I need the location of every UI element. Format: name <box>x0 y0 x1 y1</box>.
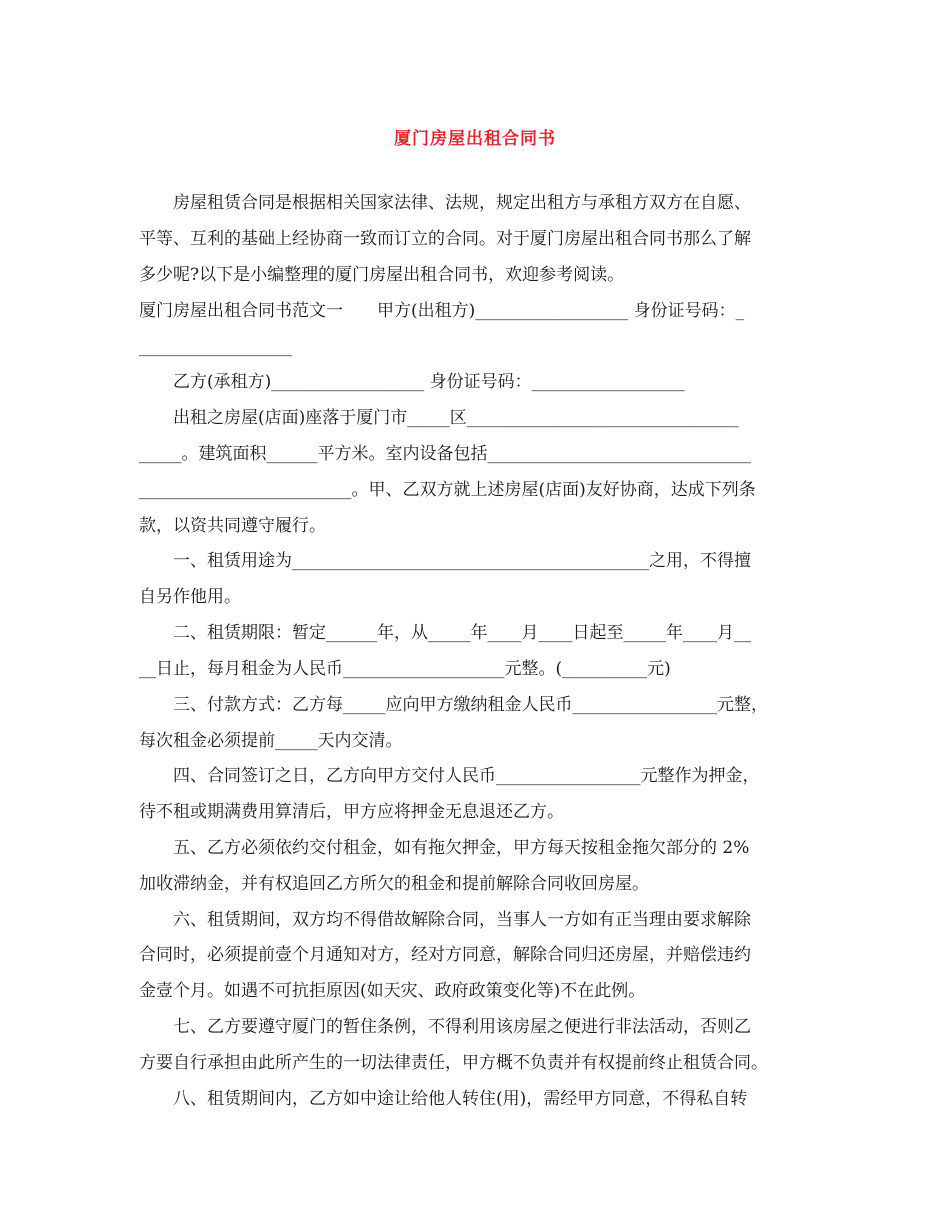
paragraph-line: 乙方(承租方)__________________ 身份证号码：__________________ <box>139 372 685 392</box>
paragraph-line: 金壹个月。如遇不可抗拒原因(如天灾、政府政策变化等)不在此例。 <box>139 981 646 1001</box>
paragraph-line: 多少呢?以下是小编整理的厦门房屋出租合同书，欢迎参考阅读。 <box>139 265 625 285</box>
paragraph-line: 合同时，必须提前壹个月通知对方，经对方同意，解除合同归还房屋，并赔偿违约 <box>139 945 751 965</box>
paragraph-line: _________________________。甲、乙双方就上述房屋(店面)友好协商，达成下列条 <box>139 480 756 500</box>
paragraph-line: 出租之房屋(店面)座落于厦门市_____区________________________________ <box>139 408 739 428</box>
paragraph-line: __________________ <box>139 337 292 357</box>
paragraph-line: 房屋租赁合同是根据相关国家法律、法规，规定出租方与承租方双方在自愿、 <box>139 193 751 213</box>
paragraph-line: 四、合同签订之日，乙方向甲方交付人民币_________________元整作为押金， <box>139 766 760 786</box>
paragraph-line: 加收滞纳金，并有权追回乙方所欠的租金和提前解除合同收回房屋。 <box>139 874 649 894</box>
paragraph-line: 六、租赁期间，双方均不得借故解除合同，当事人一方如有正当理由要求解除 <box>139 910 751 930</box>
paragraph-line: 二、租赁期限：暂定______年，从_____年____月____日起至_____年____月__ <box>139 623 751 643</box>
paragraph-line: 一、租赁用途为__________________________________________之用，不得擅 <box>139 551 751 571</box>
paragraph-line: __日止，每月租金为人民币___________________元整。(__________元) <box>139 659 671 679</box>
paragraph-line: 款，以资共同遵守履行。 <box>139 516 326 536</box>
paragraph-line: 待不租或期满费用算清后，甲方应将押金无息退还乙方。 <box>139 802 564 822</box>
paragraph-line: 八、租赁期间内，乙方如中途让给他人转住(用)，需经甲方同意，不得私自转 <box>139 1089 748 1109</box>
paragraph-line: 厦门房屋出租合同书范文一 甲方(出租方)__________________ 身份证号码：_ <box>139 301 745 321</box>
paragraph-line: 自另作他用。 <box>139 587 241 607</box>
paragraph-line: 七、乙方要遵守厦门的暂住条例，不得利用该房屋之便进行非法活动，否则乙 <box>139 1017 751 1037</box>
paragraph-line: 三、付款方式：乙方每_____应向甲方缴纳租金人民币_________________元整， <box>139 695 768 715</box>
paragraph-line: 方要自行承担由此所产生的一切法律责任，甲方概不负责并有权提前终止租赁合同。 <box>139 1053 768 1073</box>
paragraph-line: 平等、互利的基础上经协商一致而订立的合同。对于厦门房屋出租合同书那么了解 <box>139 229 751 249</box>
paragraph-line: 五、乙方必须依约交付租金，如有拖欠押金，甲方每天按租金拖欠部分的 2% <box>139 838 750 858</box>
document-title: 厦门房屋出租合同书 <box>394 129 556 149</box>
paragraph-line: 每次租金必须提前_____天内交清。 <box>139 731 403 751</box>
paragraph-line: _____。建筑面积______平方米。室内设备包括_______________________________ <box>139 444 751 464</box>
